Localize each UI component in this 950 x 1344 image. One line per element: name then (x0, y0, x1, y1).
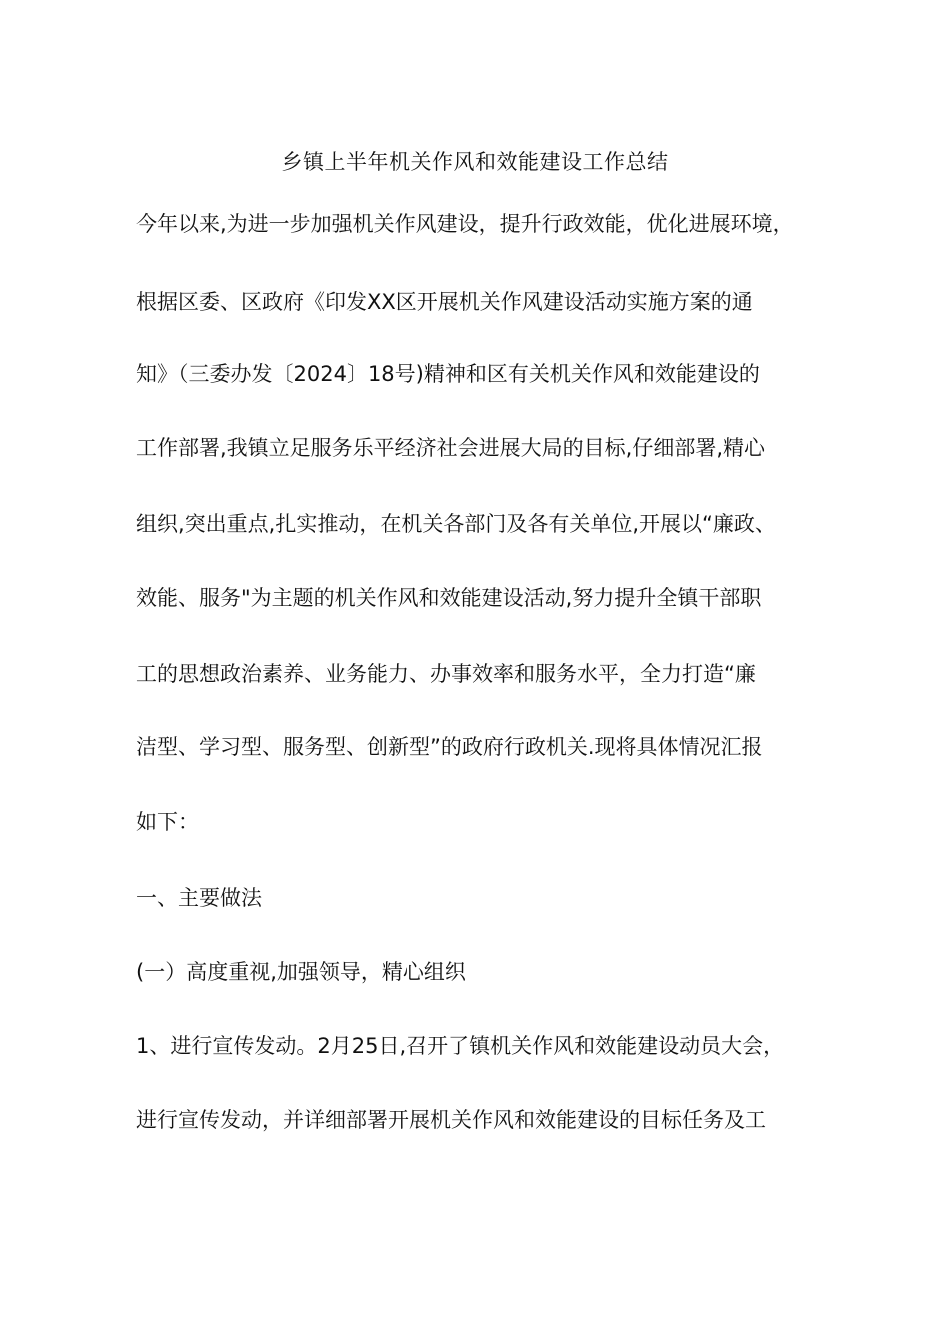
paragraph-line: 工的思想政治素养、业务能力、办事效率和服务水平，全力打造“廉 (136, 662, 756, 686)
paragraph-line: 知》（三委办发〔2024〕18号)精神和区有关机关作风和效能建设的 (136, 362, 760, 386)
paragraph-line: 组织,突出重点,扎实推动，在机关各部门及各有关单位,开展以“廉政、 (136, 512, 776, 536)
paragraph-line: 根据区委、区政府《印发XX区开展机关作风建设活动实施方案的通 (136, 290, 753, 314)
paragraph-line: 进行宣传发动，并详细部署开展机关作风和效能建设的目标任务及工 (136, 1108, 766, 1132)
paragraph-line: 如下： (136, 810, 199, 834)
paragraph-line: 洁型、学习型、服务型、创新型”的政府行政机关.现将具体情况汇报 (136, 735, 763, 759)
subsection-heading: (一）高度重视,加强领导，精心组织 (136, 960, 466, 984)
paragraph-line: 效能、服务"为主题的机关作风和效能建设活动,努力提升全镇干部职 (136, 586, 762, 610)
section-heading: 一、主要做法 (136, 886, 262, 910)
paragraph-line: 工作部署,我镇立足服务乐平经济社会进展大局的目标,仔细部署,精心 (136, 436, 766, 460)
paragraph-line: 今年以来,为进一步加强机关作风建设，提升行政效能，优化进展环境， (136, 212, 794, 236)
paragraph-line: 1、进行宣传发动。2月25日,召开了镇机关作风和效能建设动员大会， (136, 1034, 785, 1058)
document-title: 乡镇上半年机关作风和效能建设工作总结 (281, 150, 669, 174)
